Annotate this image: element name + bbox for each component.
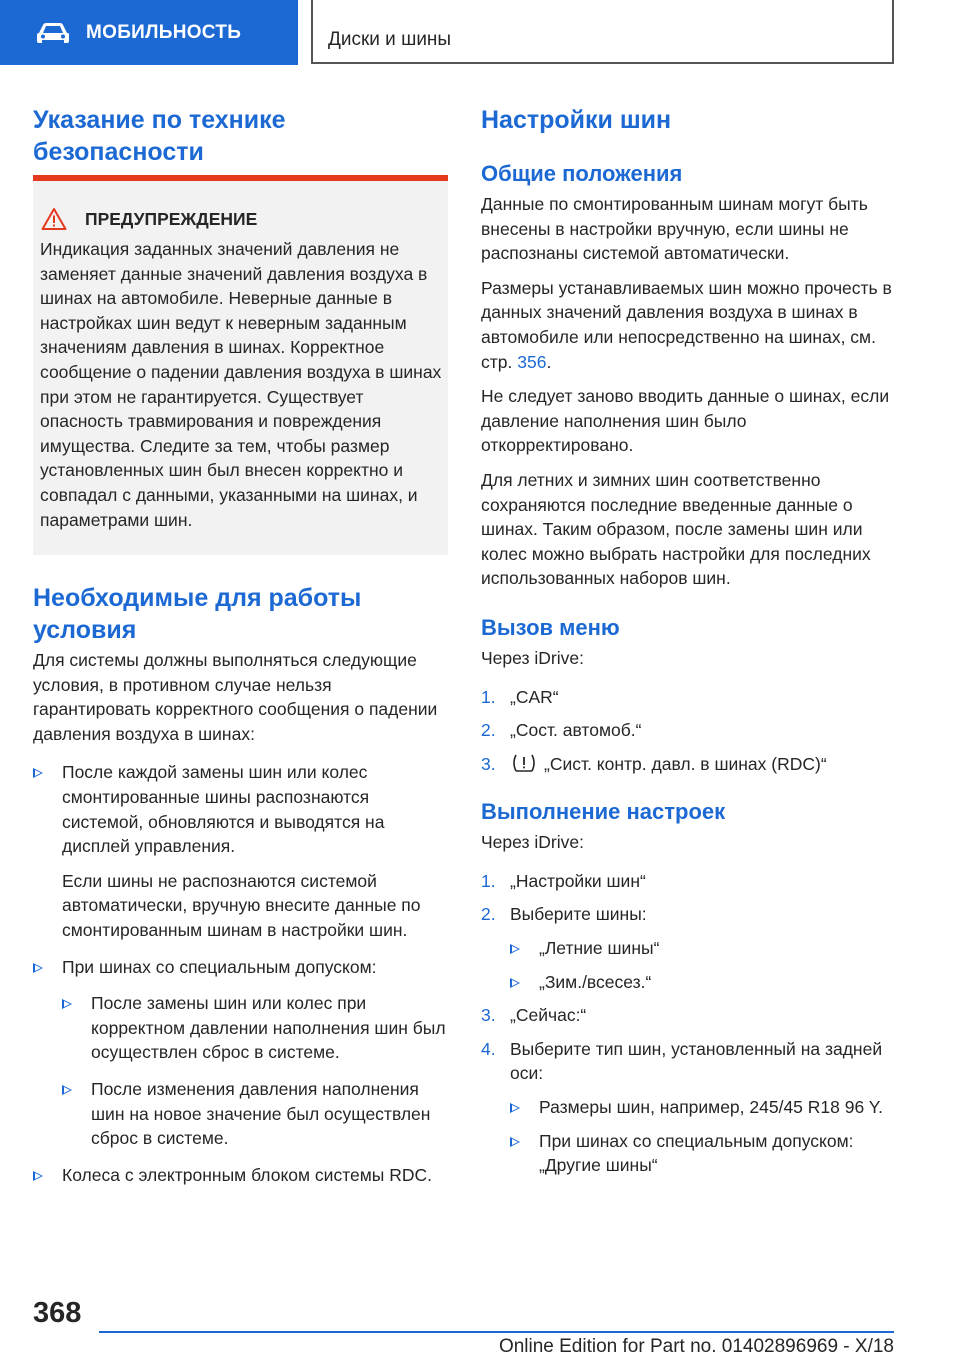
general-paragraph: Для летних и зимних шин соответственно сохраняются последние введенные данные о шинах. Таким образом, после замены шин или колес можно выбрать настройки для последних использованных наборов шин. [481,469,871,589]
right-column [481,104,896,1178]
step-number: 1. [481,686,496,707]
sub-list [510,936,896,994]
step-number: 3. [481,753,496,774]
menu-steps [481,685,896,777]
step-item [481,902,896,994]
section-title: Диски и шины [328,29,452,50]
list-item-text: Размеры шин, например, 245/45 R18 96 Y. [539,1097,884,1118]
sub-list [510,1095,896,1178]
car-icon [36,21,70,45]
step-text: „Настройки шин“ [510,870,646,891]
list-item-text: После замены шин или колес при корректном давлении наполнения шин был осуществлен сброс в системе. [91,993,446,1063]
triangle-bullet-icon [62,1085,72,1095]
conditions-list [33,760,448,1187]
list-item [33,1163,448,1188]
paragraph-text: Размеры устанавливаемых шин можно прочесть в данных значений давления воздуха в шинах в автомобиле или непосредственно на шинах, см. стр. [481,277,892,372]
menu-heading: Вызов меню [481,614,620,640]
tire-pressure-icon [510,752,538,774]
safety-heading: Указание по технике безопасности [33,106,286,166]
triangle-bullet-icon [62,999,72,1009]
triangle-bullet-icon [33,1171,43,1181]
list-item-text: После каждой замены шин или колес смонтированные шины распознаются системой, обновляются и выводятся на дисплей управления. [62,762,385,857]
settings-intro: Через iDrive: [481,832,584,853]
conditions-heading: Необходимые для работы условия [33,584,362,644]
step-text: „CAR“ [510,686,559,707]
list-item-text: После изменения давления наполнения шин на новое значение был осуществлен сброс в системе. [91,1078,431,1149]
step-item [481,752,896,777]
step-text: „Сист. контр. давл. в шинах (RDC)“ [544,753,827,774]
triangle-bullet-icon [510,1137,520,1147]
triangle-bullet-icon [510,978,520,988]
general-heading: Общие положения [481,161,683,186]
list-item-text: Колеса с электронным блоком системы RDC. [62,1164,432,1185]
list-item-text: „Летние шины“ [539,938,660,959]
list-item-text: При шинах со специальным допуском: [62,956,377,977]
step-number: 4. [481,1038,496,1059]
step-text: „Сейчас:“ [510,1005,587,1026]
footer-divider [99,1331,894,1333]
step-number: 1. [481,870,496,891]
sub-list-item [62,1077,448,1151]
list-item-note: Если шины не распознаются системой автоматически, вручную внесите данные по смонтированным шинам в настройки шин. [62,870,421,940]
warning-box [33,175,448,555]
triangle-bullet-icon [510,944,520,954]
step-text: Выберите шины: [510,904,647,925]
triangle-bullet-icon [33,963,43,973]
sub-list-item [510,936,896,961]
general-paragraph: Данные по смонтированным шинам могут быть внесены в настройки вручную, если шины не распознаны системой автоматически. [481,194,868,264]
step-item [481,869,896,894]
step-text: Выберите тип шин, установленный на задней оси: [510,1038,883,1084]
page-number: 368 [33,1297,82,1329]
warning-text: Индикация заданных значений давления не заменяет данные значений давления воздуха в шинах на автомобиле. Неверные данные в настройках шин ведут к неверным заданным значениям давления в шинах. Корректное сообщение о падении давления воздуха в шинах при этом не гарантируется. Существует опасность травмирования и повреждения имущества. Следите за тем, чтобы размер установленных шин был внесен корректно и совпадал с данными, указанными на шинах, и параметрами шин. [40,239,442,530]
warning-header [41,207,257,231]
step-text: „Сост. автомоб.“ [510,720,642,741]
step-item [481,1037,896,1178]
sub-list-item [510,1095,896,1120]
triangle-bullet-icon [510,1103,520,1113]
list-item [33,760,448,942]
chapter-tab [0,0,298,65]
conditions-intro: Для системы должны выполняться следующие условия, в противном случае нельзя гарантировать корректного сообщения о падении давления воздуха в шинах: [33,650,438,744]
warning-triangle-icon [41,207,67,231]
general-paragraph: Не следует заново вводить данные о шинах, если давление наполнения шин было откорректировано. [481,386,890,456]
tire-settings-heading: Настройки шин [481,106,672,134]
sub-list-item [510,970,896,995]
settings-heading: Выполнение настроек [481,799,726,825]
section-header [311,0,894,64]
step-item [481,685,896,710]
list-item [33,955,448,1151]
chapter-title: МОБИЛЬНОСТЬ [86,21,242,43]
paragraph-text: . [546,351,552,372]
settings-steps [481,869,896,1178]
list-item-text: „Зим./всесез.“ [539,971,652,992]
step-item [481,1003,896,1028]
sub-list [62,991,448,1151]
step-number: 3. [481,1005,496,1026]
page-link[interactable]: 356 [517,351,547,372]
step-number: 2. [481,720,496,741]
menu-intro: Через iDrive: [481,647,584,668]
step-number: 2. [481,904,496,925]
conditions-section [33,582,448,1187]
general-paragraph [481,276,896,374]
edition-text: Online Edition for Part no. 01402896969 - X/18 [498,1336,894,1357]
triangle-bullet-icon [33,768,43,778]
list-item-text: При шинах со специальным допуском: „Другие шины“ [539,1130,854,1176]
warning-title: ПРЕДУПРЕЖДЕНИЕ [85,208,258,229]
step-item [481,718,896,743]
sub-list-item [510,1129,896,1178]
sub-list-item [62,991,448,1065]
